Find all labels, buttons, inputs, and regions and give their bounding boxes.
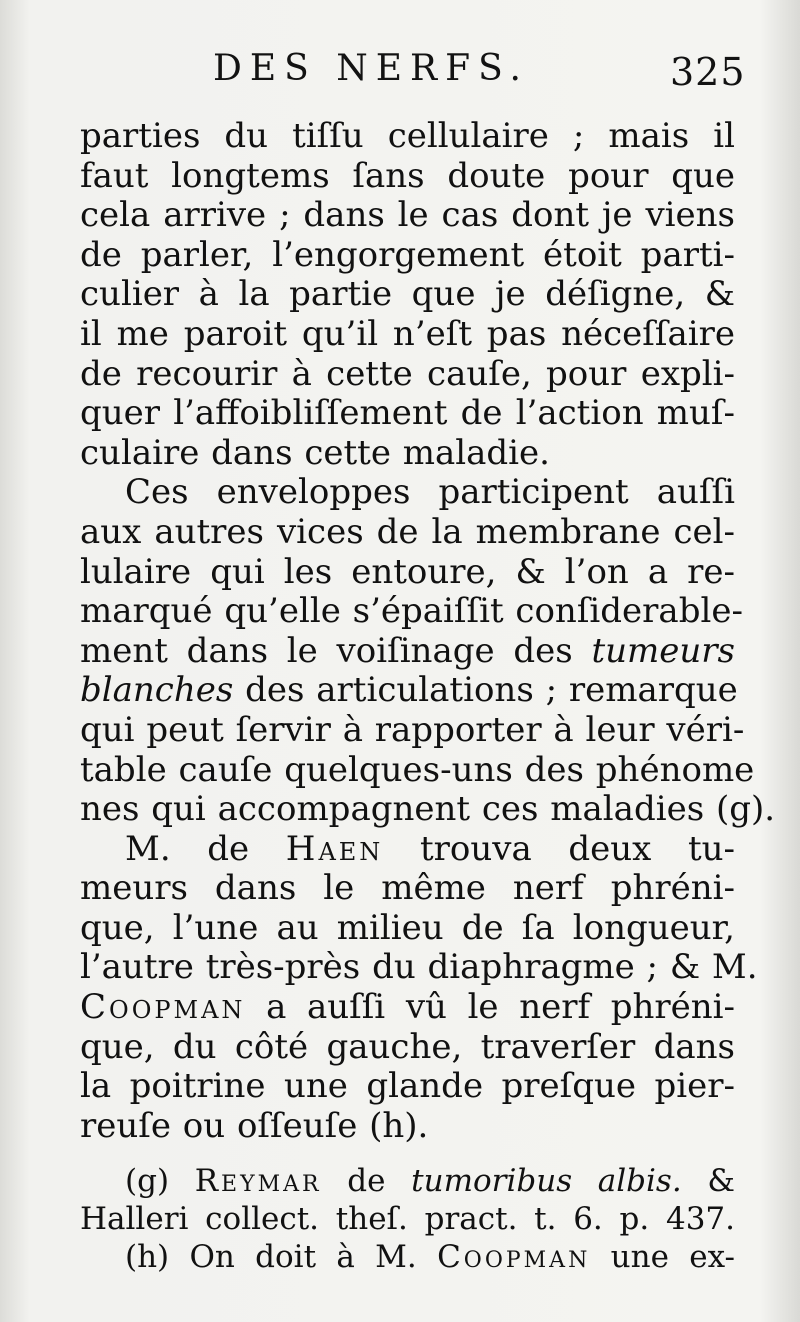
- text-segment: des articulations ; remarque: [245, 670, 738, 711]
- author-name: Coopman: [80, 987, 246, 1028]
- italic-term: tumeurs: [591, 630, 735, 671]
- text-line: faut longtems ſans doute pour que: [80, 155, 735, 196]
- footnote-mark: (g): [125, 1163, 170, 1199]
- author-name: Reymar: [194, 1163, 322, 1199]
- text-segment: &: [707, 1163, 735, 1199]
- text-line: lulaire qui les entoure, & l’on a re-: [80, 551, 735, 592]
- running-head: [0, 40, 800, 110]
- text-line: que, l’une au milieu de ſa longueur,: [80, 907, 735, 948]
- text-line: culier à la partie que je déſigne, &: [80, 274, 735, 315]
- text-line: que, du côté gauche, traverſer dans: [80, 1026, 735, 1067]
- footnote-g-continued: Halleri collect. theſ. pract. t. 6. p. 437.: [80, 1201, 735, 1237]
- text-segment: une ex-: [610, 1239, 735, 1275]
- text-segment: M. de: [125, 828, 250, 869]
- text-line: aux autres vices de la membrane cel-: [80, 511, 735, 552]
- text-line: [80, 670, 738, 711]
- text-line: cela arrive ; dans le cas dont je viens: [80, 195, 735, 236]
- text-segment: trouva deux tu-: [419, 828, 735, 869]
- text-line: table cauſe quelques-uns des phénome: [80, 749, 755, 790]
- text-line: il me paroit qu’il n’eſt pas néceſſaire: [80, 313, 735, 354]
- text-line: [80, 988, 735, 1028]
- text-line: de recourir à cette cauſe, pour expli-: [80, 353, 735, 394]
- text-line: quer l’affoibliſſement de l’action muſ-: [80, 393, 735, 434]
- text-line: qui peut ſervir à rapporter à leur véri-: [80, 709, 745, 750]
- footnote-mark: (h): [125, 1239, 170, 1275]
- running-title: DES NERFS.: [213, 48, 529, 89]
- author-name: Haen: [285, 828, 384, 869]
- text-segment: a auſſi vû le nerf phréni-: [266, 987, 735, 1028]
- main-text: [80, 116, 776, 1146]
- text-line: nes qui accompagnent ces maladies (g).: [80, 789, 776, 830]
- page-number: 325: [670, 50, 746, 94]
- text-line: Ces enveloppes participent auſſi: [125, 472, 735, 513]
- text-line: [80, 632, 735, 672]
- footnotes: [80, 1162, 735, 1276]
- text-line: marqué qu’elle s’épaiſſit conſiderable-: [80, 591, 743, 632]
- text-line: de parler, l’engorgement étoit parti-: [80, 234, 735, 275]
- text-segment: ment dans le voiſinage des: [80, 630, 573, 671]
- text-line: [80, 830, 735, 870]
- italic-title: tumoribus albis.: [411, 1163, 682, 1199]
- text-line: parties du tiſſu cellulaire ; mais il: [80, 116, 735, 156]
- text-line: reuſe ou oſſeuſe (h).: [80, 1105, 429, 1146]
- footnote-g: [80, 1162, 735, 1200]
- text-line: l’autre très-près du diaphragme ; & M.: [80, 947, 758, 988]
- text-line: meurs dans le même nerf phréni-: [80, 868, 735, 909]
- text-line: la poitrine une glande preſque pier-: [80, 1066, 735, 1107]
- text-segment: de: [347, 1163, 386, 1199]
- footnote-h: [80, 1238, 735, 1276]
- text-line: culaire dans cette maladie.: [80, 432, 550, 473]
- author-name: Coopman: [437, 1239, 591, 1275]
- text-segment: On doit à M.: [189, 1239, 417, 1275]
- italic-term: blanches: [80, 670, 234, 711]
